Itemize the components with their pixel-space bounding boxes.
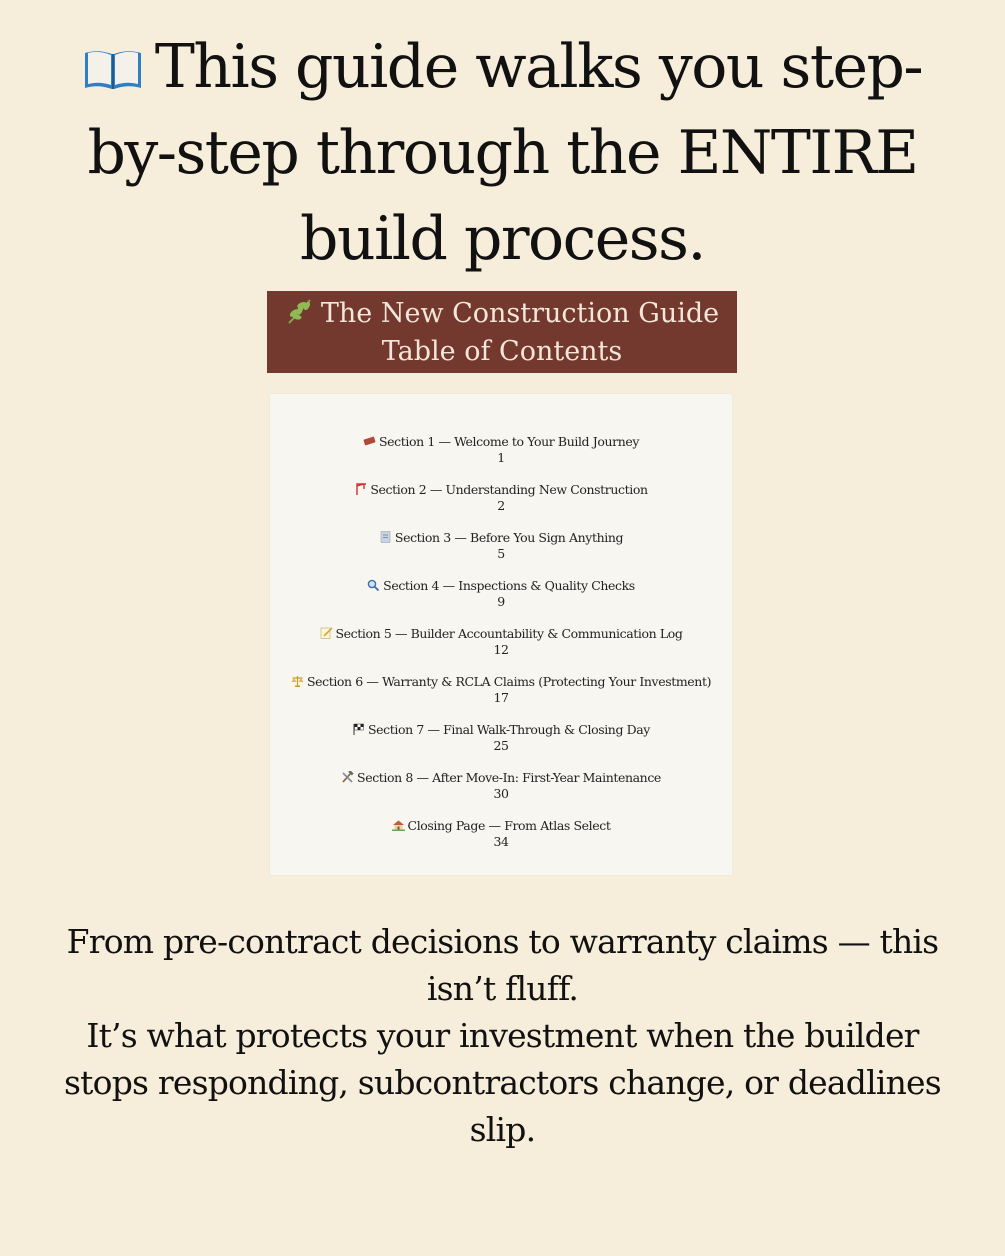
toc-entry-title: Section 4 — Inspections & Quality Checks <box>383 578 635 593</box>
body-line-1: From pre-contract decisions to warranty claims — this isn’t fluff. <box>66 922 939 1008</box>
toc-entry-title: Section 6 — Warranty & RCLA Claims (Protecting Your Investment) <box>306 674 712 689</box>
toc-entry-page: 17 <box>493 690 509 705</box>
table-of-contents-card <box>270 394 732 875</box>
guide-title-line1: The New Construction Guide <box>320 298 720 329</box>
hammer-wrench-icon <box>341 771 354 783</box>
guide-banner <box>267 291 737 373</box>
toc-entry-page: 1 <box>497 450 505 465</box>
toc-entry-section-7 <box>270 722 732 770</box>
body-paragraph <box>40 918 965 1153</box>
toc-entry-section-8 <box>270 770 732 818</box>
toc-entry-title: Closing Page — From Atlas Select <box>407 818 611 833</box>
open-book-icon <box>83 47 143 91</box>
magnifying-glass-icon <box>367 579 380 591</box>
brick-icon <box>363 435 376 447</box>
toc-entry-page: 2 <box>497 498 505 513</box>
toc-entry-section-2 <box>270 482 732 530</box>
guide-banner-subtitle: Table of Contents <box>381 336 623 367</box>
toc-entry-section-3 <box>270 530 732 578</box>
toc-entry-section-5 <box>270 626 732 674</box>
toc-entry-page: 25 <box>493 738 509 753</box>
construction-crane-icon <box>354 483 367 495</box>
toc-entry-section-4 <box>270 578 732 626</box>
body-line-2: It’s what protects your investment when the builder stops responding, subcontractors change, or deadlines slip. <box>64 1016 941 1149</box>
toc-entry-title: Section 1 — Welcome to Your Build Journey <box>379 434 639 449</box>
toc-list <box>270 434 732 866</box>
toc-entry-page: 9 <box>497 594 505 609</box>
toc-entry-title: Section 5 — Builder Accountability & Communication Log <box>335 626 683 641</box>
headline <box>40 24 965 282</box>
toc-entry-closing-page <box>270 818 732 866</box>
toc-entry-section-1 <box>270 434 732 482</box>
toc-entry-page: 12 <box>493 642 509 657</box>
document-icon <box>379 531 392 543</box>
toc-entry-title: Section 7 — Final Walk-Through & Closing Day <box>368 722 650 737</box>
guide-banner-title <box>267 295 737 333</box>
toc-entry-title: Section 3 — Before You Sign Anything <box>394 530 624 545</box>
herb-leaf-icon <box>285 296 315 326</box>
checkered-flag-icon <box>352 723 365 735</box>
balance-scale-icon <box>291 675 304 687</box>
toc-entry-page: 30 <box>493 786 509 801</box>
memo-icon <box>320 627 333 639</box>
toc-entry-title: Section 2 — Understanding New Construction <box>370 482 648 497</box>
house-garden-icon <box>392 819 405 831</box>
headline-text: This guide walks you step-by-step through the ENTIRE build process. <box>87 32 923 274</box>
toc-entry-section-6 <box>270 674 732 722</box>
toc-entry-page: 34 <box>493 834 509 849</box>
toc-entry-title: Section 8 — After Move-In: First-Year Maintenance <box>357 770 661 785</box>
toc-entry-page: 5 <box>497 546 505 561</box>
